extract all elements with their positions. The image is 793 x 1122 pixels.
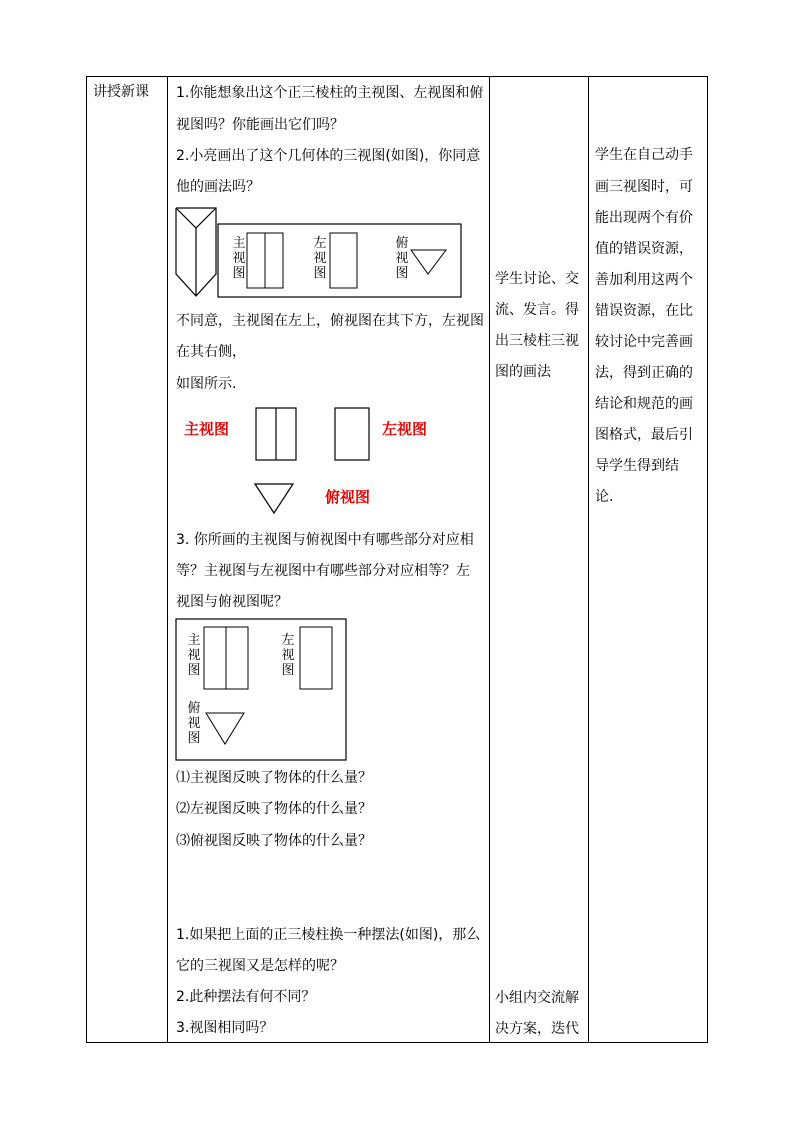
figure1-front-view-shape [247, 233, 283, 288]
figure2-front-label: 主视图 [184, 420, 230, 438]
design-line11: 导学生得到结 [595, 458, 679, 474]
student-activity-line4: 图的画法 [495, 364, 551, 380]
design-line5: 善加利用这两个 [595, 272, 693, 288]
figure3-top-view-shape [206, 713, 244, 744]
answer-line1: 不同意，主视图在左上，俯视图在其下方，左视图 [176, 313, 484, 329]
figure2-left-view-shape [335, 408, 369, 460]
design-line9: 结论和规范的画 [595, 396, 693, 412]
design-line10: 图格式，最后引 [595, 427, 693, 443]
student-activity-line2: 流、发言。得 [495, 302, 579, 318]
design-line1: 学生在自己动手 [595, 147, 693, 163]
design-line7: 较讨论中完善画 [595, 334, 693, 350]
s2-q1-line1: 1.如果把上面的正三棱柱换一种摆法(如图)，那么 [176, 927, 481, 943]
sub-question-2: ⑵左视图反映了物体的什么量？ [176, 801, 372, 817]
sub-question-3: ⑶俯视图反映了物体的什么量？ [176, 833, 372, 849]
q3-line2: 等？主视图与左视图中有哪些部分对应相等？左 [176, 563, 470, 579]
design-line6: 错误资源，在比 [595, 303, 693, 319]
figure3-left-label: 左 视 图 [281, 633, 295, 678]
figure1-left-view-shape [330, 233, 357, 288]
sub-question-1: ⑴主视图反映了物体的什么量？ [176, 770, 372, 786]
figure3-front-view-shape [204, 627, 248, 689]
q3-line1: 3. 你所画的主视图与俯视图中有哪些部分对应相 [176, 532, 474, 548]
s2-q3: 3.视图相同吗？ [176, 1020, 274, 1036]
figure3-top-label: 俯 视 图 [187, 701, 201, 746]
answer-line3: 如图所示. [176, 376, 237, 392]
design-line4: 值的错误资源， [595, 241, 693, 257]
figure1-front-label: 主 视 图 [232, 236, 246, 281]
q1-line1: 1.你能想象出这个正三棱柱的主视图、左视图和俯 [176, 85, 484, 101]
figure1-frame [218, 224, 461, 297]
figure1-top-label: 俯 视 图 [395, 236, 409, 281]
figure3-front-label: 主 视 图 [187, 633, 201, 678]
figure2-top-label: 俯视图 [325, 488, 371, 506]
figure2-top-view-shape [255, 484, 293, 513]
figure1-left-label: 左 视 图 [313, 236, 327, 281]
figure1-top-view-shape [411, 250, 446, 274]
answer-line2: 在其右侧， [176, 344, 246, 360]
q2-line1: 2.小亮画出了这个几何体的三视图(如图)，你同意 [176, 148, 481, 164]
s2-q2: 2.此种摆法有何不同？ [176, 989, 316, 1005]
figure3-left-view-shape [300, 627, 332, 689]
design-line12: 论. [595, 489, 614, 505]
s2-q1-line2: 它的三视图又是怎样的呢？ [176, 958, 344, 974]
row-label: 讲授新课 [93, 84, 149, 100]
design-line8: 法，得到正确的 [595, 365, 693, 381]
figure2-front-view-shape [256, 408, 296, 460]
figure2-left-label: 左视图 [382, 420, 428, 438]
student-group-line2: 决方案，迭代 [495, 1021, 579, 1037]
q2-line2: 他的画法吗？ [176, 179, 260, 195]
design-line2: 画三视图时，可 [595, 179, 693, 195]
prism-icon [176, 208, 216, 296]
q1-line2: 视图吗？你能画出它们吗？ [176, 117, 344, 133]
student-activity-line1: 学生讨论、交 [495, 271, 579, 287]
q3-line3: 视图与俯视图呢？ [176, 594, 288, 610]
student-group-line1: 小组内交流解 [495, 990, 579, 1006]
student-activity-line3: 出三棱柱三视 [495, 333, 579, 349]
design-line3: 能出现两个有价 [595, 210, 693, 226]
